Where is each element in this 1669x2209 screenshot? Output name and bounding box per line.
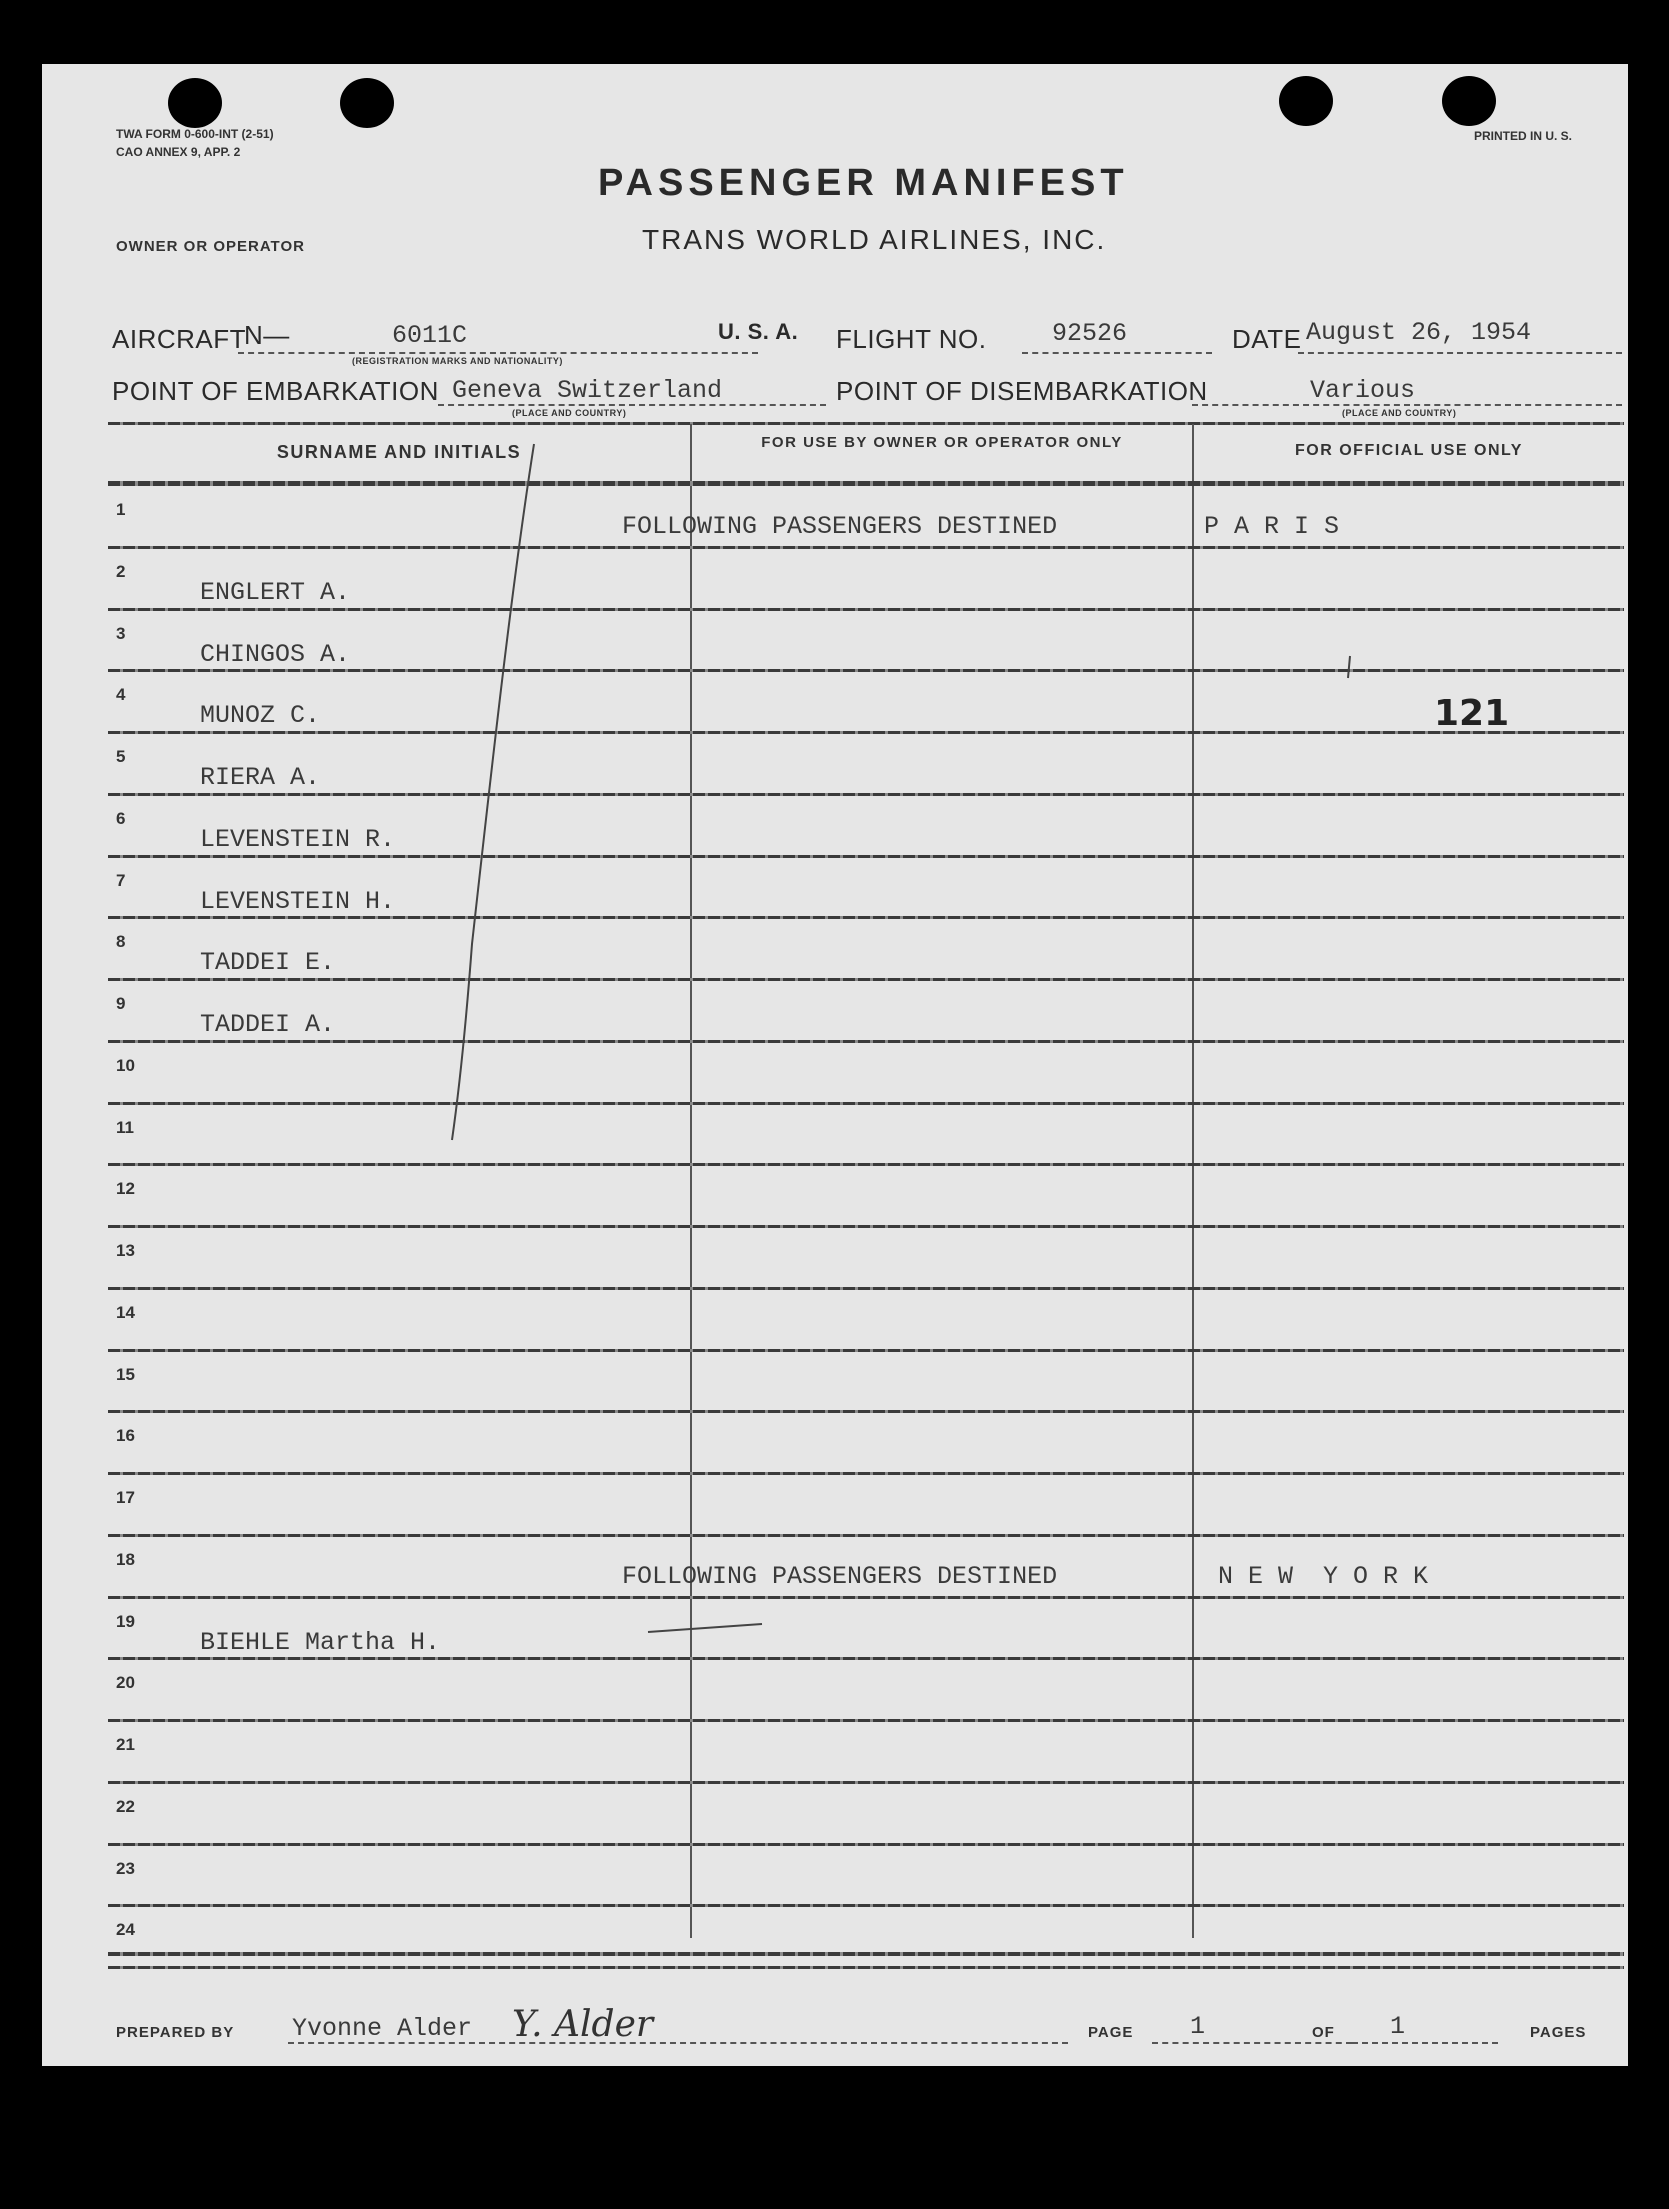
surname-column-header: SURNAME AND INITIALS bbox=[276, 442, 522, 462]
row-number: 13 bbox=[116, 1241, 135, 1260]
row-number: 3 bbox=[116, 624, 126, 643]
row-number: 24 bbox=[116, 1920, 135, 1939]
row-number: 5 bbox=[116, 747, 126, 766]
passenger-name: TADDEI E. bbox=[200, 948, 336, 977]
page-number: 1 bbox=[1190, 2012, 1206, 2041]
row-number: 18 bbox=[116, 1550, 135, 1569]
disembarkation-value: Various bbox=[1310, 376, 1416, 405]
row-number: 12 bbox=[116, 1179, 135, 1198]
destination-city: N E W Y O R K bbox=[1218, 1562, 1429, 1591]
passenger-name: RIERA A. bbox=[200, 763, 321, 792]
destination-note: FOLLOWING PASSENGERS DESTINED bbox=[622, 1562, 1058, 1591]
manifest-sheet bbox=[42, 64, 1628, 2066]
date-label: DATE bbox=[1232, 324, 1302, 354]
row-number: 20 bbox=[116, 1673, 135, 1692]
destination-note: FOLLOWING PASSENGERS DESTINED bbox=[622, 512, 1058, 541]
passenger-name: ENGLERT A. bbox=[200, 578, 351, 607]
aircraft-label: AIRCRAFT bbox=[112, 324, 246, 354]
passenger-name: TADDEI A. bbox=[200, 1010, 336, 1039]
official-count: 121 bbox=[1434, 693, 1510, 734]
preparer-signature: Y. Alder bbox=[512, 2004, 654, 2045]
passenger-name: CHINGOS A. bbox=[200, 640, 351, 669]
row-number: 23 bbox=[116, 1859, 135, 1878]
flight-no-label: FLIGHT NO. bbox=[836, 324, 987, 354]
page-title: PASSENGER MANIFEST bbox=[598, 162, 1129, 204]
airline-name: TRANS WORLD AIRLINES, INC. bbox=[642, 224, 1107, 255]
nationality: U. S. A. bbox=[718, 319, 799, 344]
embarkation-caption: (PLACE AND COUNTRY) bbox=[512, 408, 627, 418]
passenger-name: BIEHLE Martha H. bbox=[200, 1628, 441, 1657]
registration-caption: (REGISTRATION MARKS AND NATIONALITY) bbox=[352, 356, 563, 366]
passenger-name: LEVENSTEIN R. bbox=[200, 825, 396, 854]
date-value: August 26, 1954 bbox=[1306, 318, 1532, 347]
row-number: 22 bbox=[116, 1797, 135, 1816]
printed-in: PRINTED IN U. S. bbox=[1474, 129, 1573, 143]
embarkation-value: Geneva Switzerland bbox=[452, 376, 723, 405]
row-number: 6 bbox=[116, 809, 126, 828]
row-number: 8 bbox=[116, 932, 126, 951]
row-number: 4 bbox=[116, 685, 126, 704]
passenger-name: LEVENSTEIN H. bbox=[200, 887, 396, 916]
cao-annex: CAO ANNEX 9, APP. 2 bbox=[116, 145, 241, 159]
row-number: 2 bbox=[116, 562, 126, 581]
row-number: 7 bbox=[116, 871, 126, 890]
row-number: 15 bbox=[116, 1365, 135, 1384]
pages-label: PAGES bbox=[1530, 2024, 1587, 2041]
page-label: PAGE bbox=[1088, 2024, 1134, 2041]
row-number: 1 bbox=[116, 500, 126, 519]
page-total: 1 bbox=[1390, 2012, 1406, 2041]
disembarkation-caption: (PLACE AND COUNTRY) bbox=[1342, 408, 1457, 418]
row-number: 17 bbox=[116, 1488, 135, 1507]
row-number: 11 bbox=[116, 1118, 134, 1137]
aircraft-registration: 6011C bbox=[392, 321, 468, 350]
of-label: OF bbox=[1312, 2024, 1335, 2041]
row-number: 19 bbox=[116, 1612, 135, 1631]
aircraft-prefix: N— bbox=[244, 320, 290, 350]
prepared-by-name: Yvonne Alder bbox=[292, 2014, 473, 2043]
disembarkation-label: POINT OF DISEMBARKATION bbox=[836, 376, 1208, 406]
prepared-by-label: PREPARED BY bbox=[116, 2024, 235, 2041]
embarkation-label: POINT OF EMBARKATION bbox=[112, 376, 439, 406]
official-column-header: FOR OFFICIAL USE ONLY bbox=[1295, 442, 1523, 459]
handwritten-stroke bbox=[42, 64, 1628, 2066]
passenger-name: MUNOZ C. bbox=[200, 701, 321, 730]
row-number: 9 bbox=[116, 994, 126, 1013]
row-number: 21 bbox=[116, 1735, 135, 1754]
owner-operator-label: OWNER OR OPERATOR bbox=[116, 238, 305, 255]
form-number: TWA FORM 0-600-INT (2-51) bbox=[116, 127, 274, 141]
row-number: 16 bbox=[116, 1426, 135, 1445]
row-number: 10 bbox=[116, 1056, 135, 1075]
destination-city: P A R I S bbox=[1204, 512, 1340, 541]
flight-number: 92526 bbox=[1052, 319, 1128, 348]
owner-column-header: FOR USE BY OWNER OR OPERATOR ONLY bbox=[761, 434, 1123, 451]
row-number: 14 bbox=[116, 1303, 135, 1322]
